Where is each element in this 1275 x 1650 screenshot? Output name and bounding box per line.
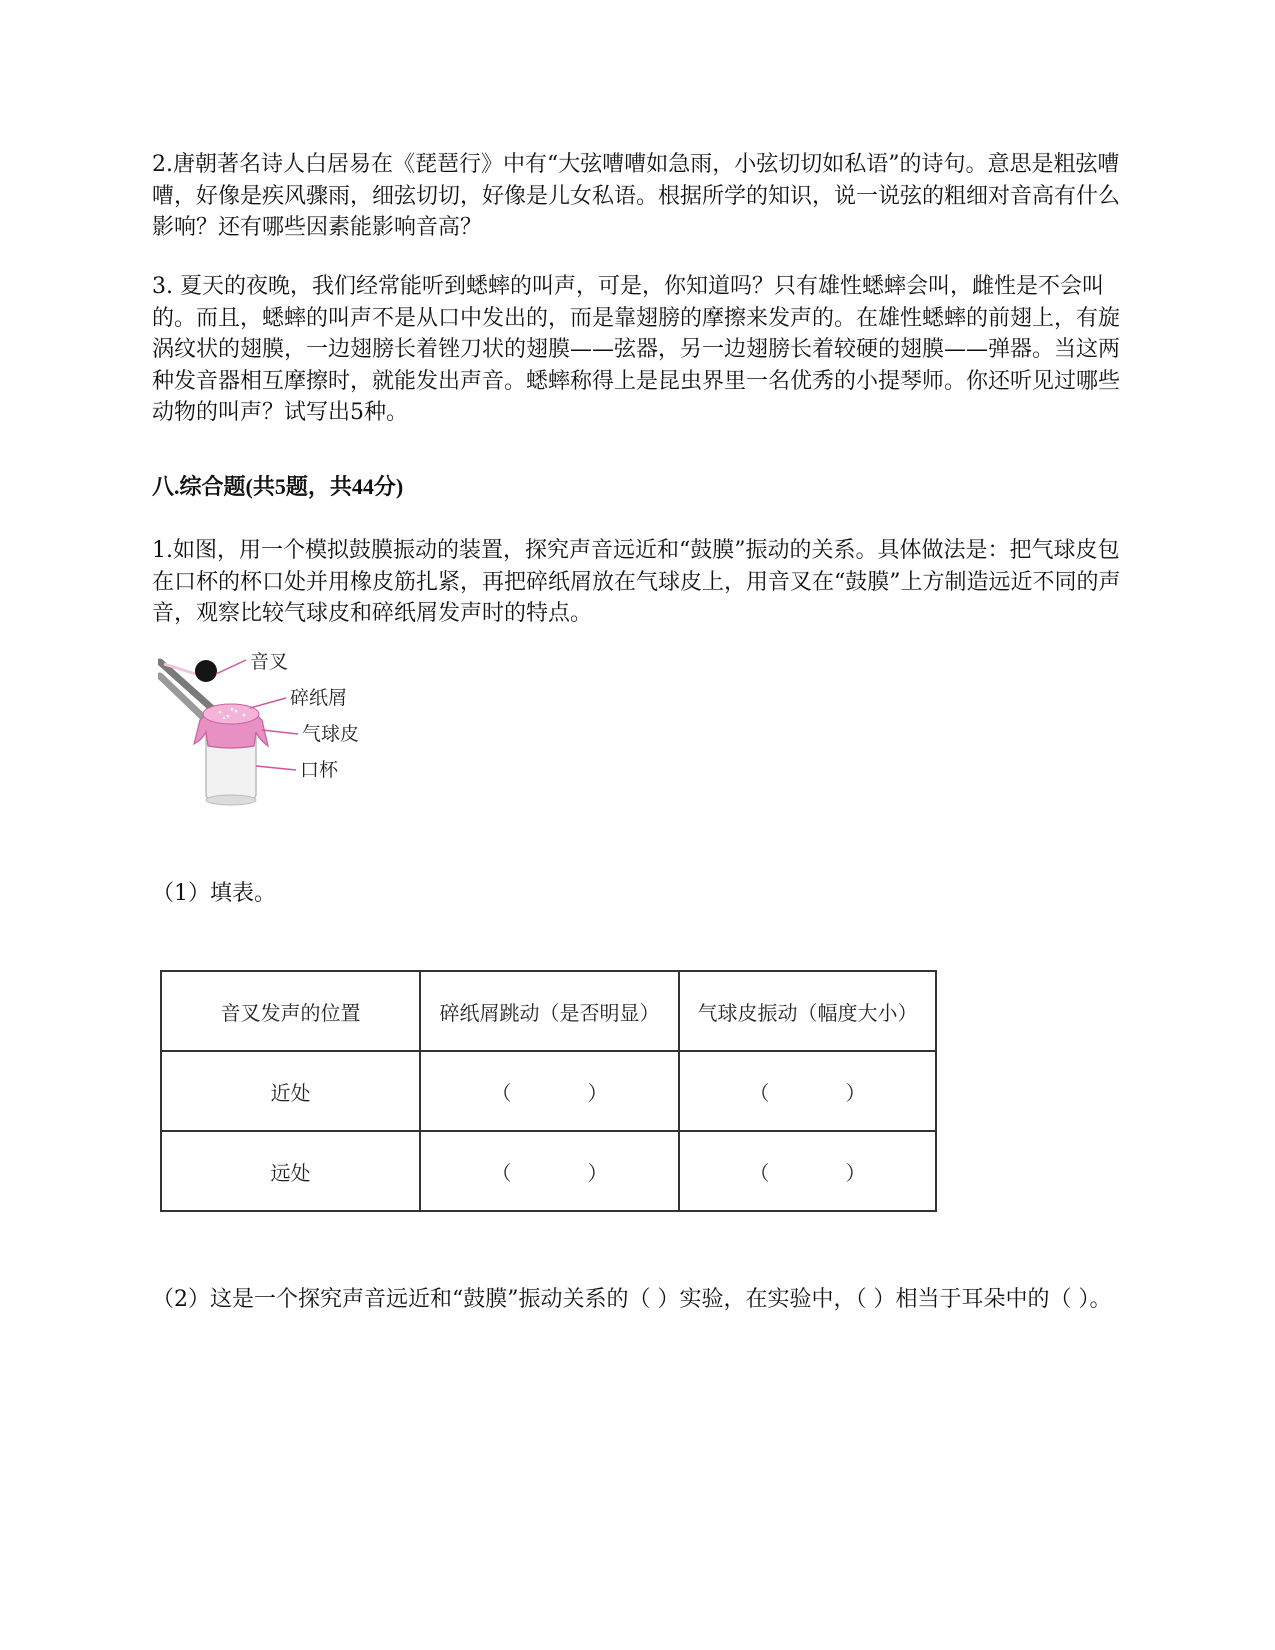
answer-table <box>160 970 937 1212</box>
balloon-label: 气球皮 <box>302 723 360 745</box>
cup-label: 口杯 <box>300 759 339 781</box>
answer-blank-cell[interactable]: （ ） <box>420 1051 679 1131</box>
question-3-text: 3. 夏天的夜晚，我们经常能听到蟋蟀的叫声，可是，你知道吗？只有雄性蟋蟀会叫，雌性是不会叫的。而且，蟋蟀的叫声不是从口中发出的，而是靠翅膀的摩擦来发声的。在雄性蟋蟀的前翅上，有旋涡纹状的翅膜，一边翅膀长着锉刀状的翅膜——弦器，另一边翅膀长着较硬的翅膜——弹器。当这两种发音器相互摩擦时，就能发出声音。蟋蟀称得上是昆虫界里一名优秀的小提琴师。你还听见过哪些动物的叫声？试写出5种。 <box>152 274 1121 425</box>
sub-question-1: （1）填表。 <box>152 881 276 906</box>
table-header-cell: 气球皮振动（幅度大小） <box>679 971 936 1051</box>
table-cell: 远处 <box>161 1131 420 1211</box>
section-8-title: 八.综合题(共5题，共44分) <box>152 474 404 499</box>
table-cell: 近处 <box>161 1051 420 1131</box>
sub-question-2: （2）这是一个探究声音远近和“鼓膜”振动关系的（ ）实验，在实验中，（ ）相当于耳朵中的（ ）。 <box>152 1287 1112 1312</box>
tuning-fork-cup-figure <box>158 650 398 820</box>
table-header-row <box>161 971 936 1051</box>
table-header-cell: 音叉发声的位置 <box>161 971 420 1051</box>
answer-blank-cell[interactable]: （ ） <box>420 1131 679 1211</box>
question-1-text: 1.如图，用一个模拟鼓膜振动的装置，探究声音远近和“鼓膜”振动的关系。具体做法是：把气球皮包在口杯的杯口处并用橡皮筋扎紧，再把碎纸屑放在气球皮上，用音叉在“鼓膜”上方制造远近不同的声音，观察比较气球皮和碎纸屑发声时的特点。 <box>152 538 1121 626</box>
answer-blank-cell[interactable]: （ ） <box>679 1131 936 1211</box>
table-row <box>161 1131 936 1211</box>
answer-blank-cell[interactable]: （ ） <box>679 1051 936 1131</box>
fork-label: 音叉 <box>250 651 289 673</box>
paper-label: 碎纸屑 <box>290 687 348 709</box>
question-2-text: 2.唐朝著名诗人白居易在《琵琶行》中有“大弦嘈嘈如急雨，小弦切切如私语”的诗句。意思是粗弦嘈嘈，好像是疾风骤雨，细弦切切，好像是儿女私语。根据所学的知识，说一说弦的粗细对音高有什么影响？还有哪些因素能影响音高？ <box>152 152 1121 240</box>
table-row <box>161 1051 936 1131</box>
cup-with-balloon-icon <box>194 704 268 805</box>
table-header-cell: 碎纸屑跳动（是否明显） <box>420 971 679 1051</box>
